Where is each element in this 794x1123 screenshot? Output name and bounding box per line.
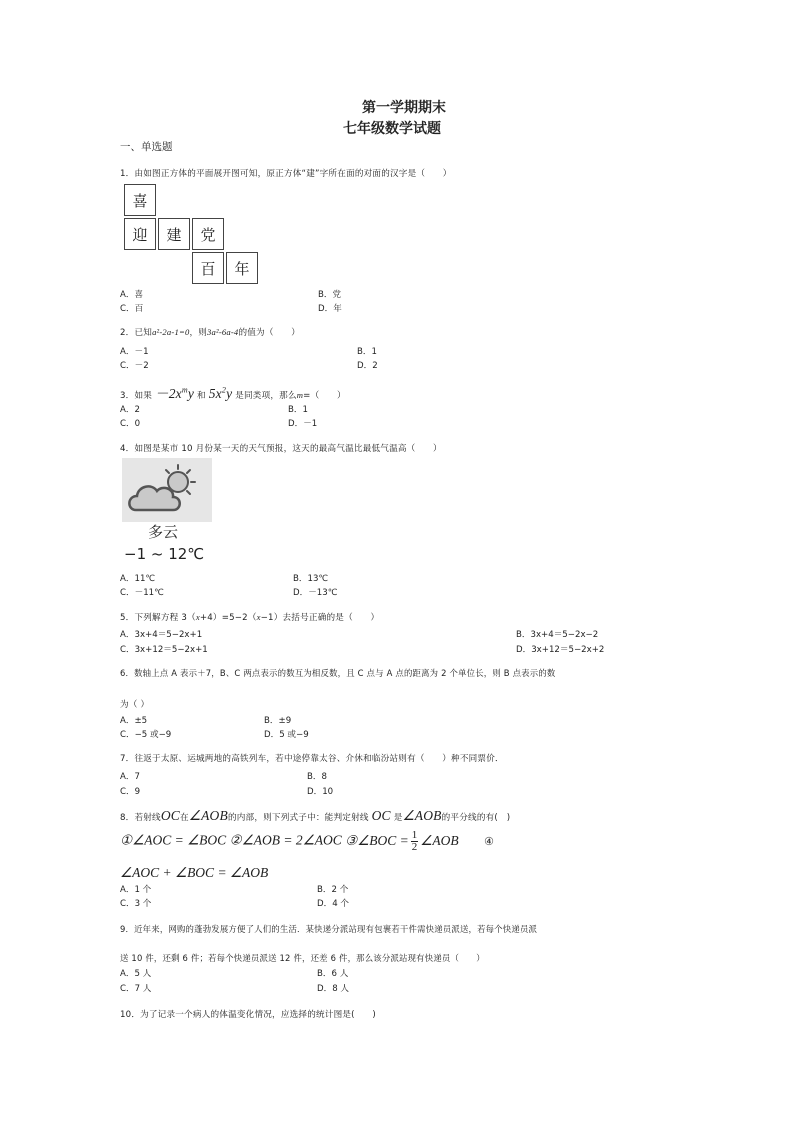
- question-6-stem-line2: 为（ ）: [120, 700, 150, 710]
- question-6-stem-line1: 6．数轴上点 A 表示＋7，B、C 两点表示的数互为相反数，且 C 点与 A 点的距离为 2 个单位长，则 B 点表示的数: [120, 668, 556, 678]
- condition-4: ∠AOC + ∠BOC = ∠AOB: [120, 865, 269, 880]
- net-cell-3: 建: [158, 218, 190, 250]
- q5-option-a[interactable]: A．3x+4＝5−2x+1: [120, 630, 203, 640]
- question-7-stem: 7．往返于太原、运城两地的高铁列车，若中途停靠太谷、介休和临汾站则有（ ）种不同票价．: [120, 754, 504, 764]
- q1-option-c[interactable]: C．百: [120, 304, 144, 314]
- question-10-stem: 10．为了记录一个病人的体温变化情况，应选择的统计图是( ): [120, 1010, 376, 1020]
- question-9-stem-line2: 送 10 件，还剩 6 件；若每个快递员派送 12 件，还差 6 件，那么该分派站现有快递员（ ）: [120, 953, 485, 963]
- question-2-stem: 2．已知a²-2a-1=0，则3a²-6a-4的值为（ ）: [120, 327, 300, 338]
- q4-option-b[interactable]: B．13℃: [293, 574, 329, 584]
- q6-option-d[interactable]: D．5 或−9: [264, 730, 309, 740]
- q7-option-d[interactable]: D．10: [307, 787, 334, 797]
- q1-option-b[interactable]: B．党: [318, 290, 342, 300]
- question-9-stem-line1: 9．近年来，网购的蓬勃发展方便了人们的生活．某快递分派站现有包裹若干件需快递员派送，若每个快递员派: [120, 924, 538, 934]
- question-4-stem: 4．如图是某市 10 月份某一天的天气预报，这天的最高气温比最低气温高（ ）: [120, 444, 442, 454]
- q8-option-a[interactable]: A．1 个: [120, 885, 152, 895]
- net-cell-5: 百: [192, 252, 224, 284]
- question-8-conditions: [120, 830, 494, 853]
- exam-title: 第一学期期末: [362, 100, 446, 116]
- question-1-stem: 1．由如图正方体的平面展开图可知，原正方体“建”字所在面的对面的汉字是（ ）: [120, 169, 452, 179]
- question-5-stem: 5．下列解方程 3（x+4）=5−2（x−1）去括号正确的是（ ）: [120, 612, 380, 623]
- net-cell-6: 年: [226, 252, 258, 284]
- section-heading: 一、单选题: [120, 141, 173, 153]
- q6-option-b[interactable]: B．±9: [264, 716, 292, 726]
- q9-option-a[interactable]: A．5 人: [120, 969, 152, 979]
- q9-option-c[interactable]: C．7 人: [120, 984, 152, 994]
- q6-option-a[interactable]: A．±5: [120, 716, 148, 726]
- partly-cloudy-icon: [122, 458, 212, 522]
- q5-option-d[interactable]: D．3x+12＝5−2x+2: [516, 645, 605, 655]
- q6-option-c[interactable]: C．−5 或−9: [120, 730, 172, 740]
- condition-3: ③∠BOC = $\frac{1}{2}$ ∠AOB: [345, 829, 459, 853]
- q7-option-b[interactable]: B．8: [307, 772, 327, 782]
- weather-icon-box: [122, 458, 212, 522]
- q4-option-a[interactable]: A．11℃: [120, 574, 156, 584]
- net-cell-2: 迎: [124, 218, 156, 250]
- weather-label: 多云: [148, 523, 179, 541]
- net-cell-4: 党: [192, 218, 224, 250]
- q5-option-b[interactable]: B．3x+4＝5−2x−2: [516, 630, 599, 640]
- q3-option-d[interactable]: D．－1: [288, 419, 318, 429]
- q2-option-d[interactable]: D．2: [357, 361, 378, 371]
- q7-option-a[interactable]: A．7: [120, 772, 140, 782]
- q5-option-c[interactable]: C．3x+12＝5−2x+1: [120, 645, 208, 655]
- condition-2: ②∠AOB = 2∠AOC: [229, 832, 342, 848]
- q2-option-b[interactable]: B．1: [357, 347, 377, 357]
- q8-option-d[interactable]: D．4 个: [317, 899, 350, 909]
- q3-option-a[interactable]: A．2: [120, 405, 140, 415]
- question-3-stem: 3．如果 $-2x^my$ 和 $5x^2y$ 是同类项，那么m=（ ）: [120, 385, 346, 401]
- q9-option-b[interactable]: B．6 人: [317, 969, 349, 979]
- condition-1: ①∠AOC = ∠BOC: [120, 832, 227, 848]
- exam-subtitle: 七年级数学试题: [343, 121, 441, 137]
- q4-option-d[interactable]: D．－13℃: [293, 588, 338, 598]
- q8-option-b[interactable]: B．2 个: [317, 885, 349, 895]
- q2-option-c[interactable]: C．－2: [120, 361, 149, 371]
- q1-option-d[interactable]: D．年: [318, 304, 342, 314]
- q4-option-c[interactable]: C．－11℃: [120, 588, 164, 598]
- q8-option-c[interactable]: C．3 个: [120, 899, 152, 909]
- q7-option-c[interactable]: C．9: [120, 787, 141, 797]
- condition-4-marker: ④: [484, 834, 494, 848]
- net-cell-1: 喜: [124, 184, 156, 216]
- question-8-stem: 8．若射线OC在∠AOB的内部，则下列式子中：能判定射线 OC 是∠AOB的平分线的有( ): [120, 808, 511, 823]
- temperature-range: −1 ~ 12℃: [124, 545, 205, 563]
- q1-option-a[interactable]: A．喜: [120, 290, 144, 300]
- q9-option-d[interactable]: D．8 人: [317, 984, 350, 994]
- q3-option-c[interactable]: C．0: [120, 419, 141, 429]
- q2-option-a[interactable]: A．－1: [120, 347, 149, 357]
- q3-option-b[interactable]: B．1: [288, 405, 308, 415]
